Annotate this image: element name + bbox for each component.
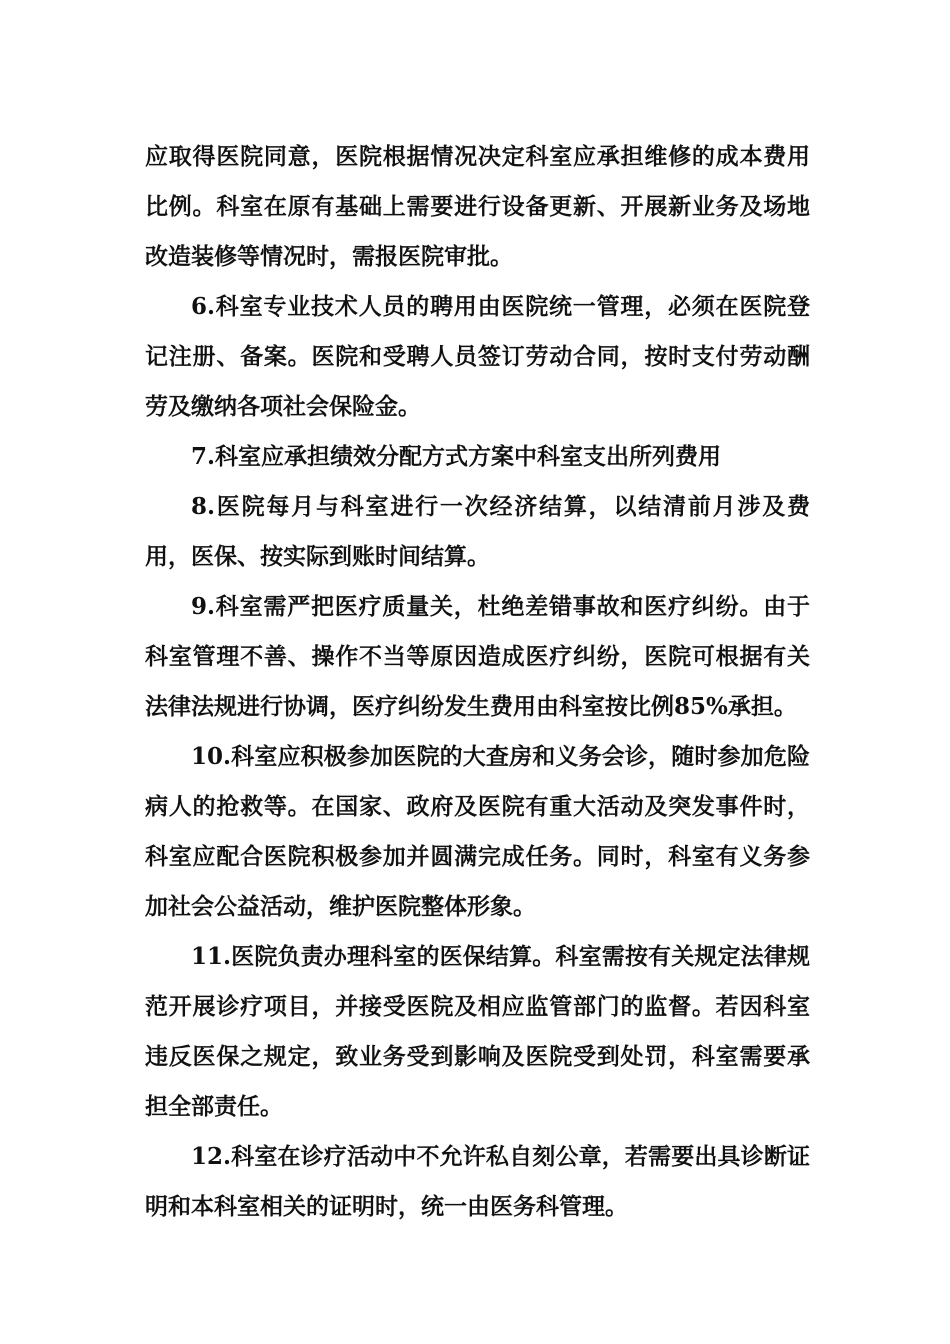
paragraph-item-11: 11.医院负责办理科室的医保结算。科室需按有关规定法律规范开展诊疗项目，并接受医院及相应监管部门的监督。若因科室违反医保之规定，致业务受到影响及医院受到处罚，科室需要承担全部责任。 [145, 943, 810, 1120]
document-body [145, 132, 810, 1232]
paragraph-item-10: 10.科室应积极参加医院的大查房和义务会诊，随时参加危险病人的抢救等。在国家、政府及医院有重大活动及突发事件时，科室应配合医院积极参加并圆满完成任务。同时，科室有义务参加社会公益活动，维护医院整体形象。 [145, 743, 810, 920]
paragraph-item-6: 6.科室专业技术人员的聘用由医院统一管理，必须在医院登记注册、备案。医院和受聘人员签订劳动合同，按时支付劳动酬劳及缴纳各项社会保险金。 [145, 293, 810, 420]
paragraph-item-12: 12.科室在诊疗活动中不允许私自刻公章，若需要出具诊断证明和本科室相关的证明时，统一由医务科管理。 [145, 1143, 810, 1220]
paragraph-item-9: 9.科室需严把医疗质量关，杜绝差错事故和医疗纠纷。由于科室管理不善、操作不当等原因造成医疗纠纷，医院可根据有关法律法规进行协调，医疗纠纷发生费用由科室按比例85%承担。 [145, 593, 810, 720]
paragraph-continuation: 应取得医院同意，医院根据情况决定科室应承担维修的成本费用比例。科室在原有基础上需要进行设备更新、开展新业务及场地改造装修等情况时，需报医院审批。 [145, 143, 810, 270]
paragraph-item-7: 7.科室应承担绩效分配方式方案中科室支出所列费用 [191, 443, 722, 470]
paragraph-item-8: 8.医院每月与科室进行一次经济结算，以结清前月涉及费用，医保、按实际到账时间结算。 [145, 493, 810, 570]
